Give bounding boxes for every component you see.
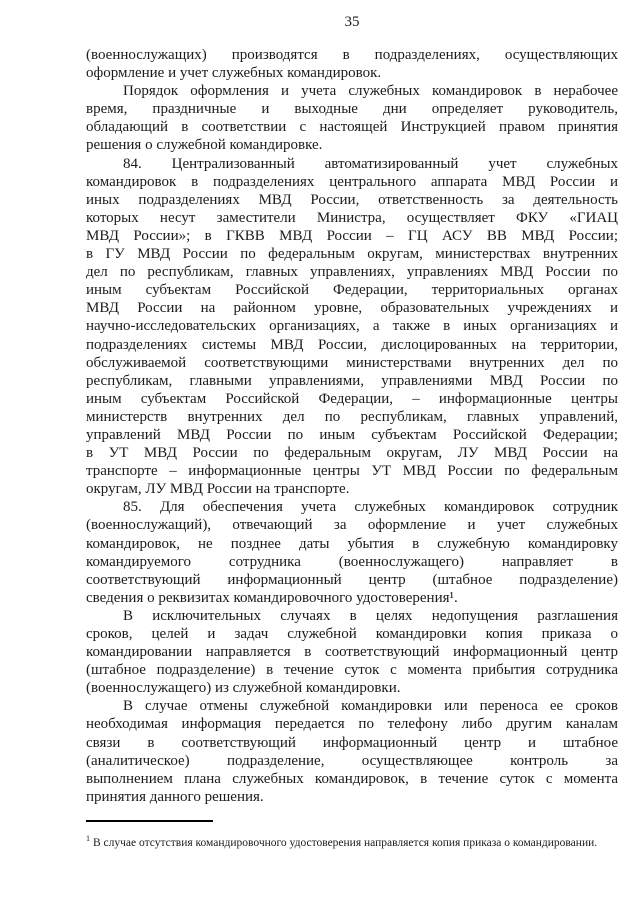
- text-line: командировании направляется в соответствующий информационный центр: [86, 644, 618, 661]
- text-line: 84. Централизованный автоматизированный учет служебных: [123, 155, 618, 172]
- text-line: республикам, главными управлениями, управлениями МВД России по: [86, 372, 618, 389]
- text-line: командировок в подразделениях центрального аппарата МВД России и: [86, 173, 618, 190]
- text-line: иным субъектам Российской Федерации, территориальных органах: [86, 282, 618, 299]
- text-line: (военнослужащих) производятся в подразделениях, осуществляющих: [86, 47, 618, 63]
- footnote-area: [86, 820, 618, 850]
- page-number: 35: [344, 14, 360, 30]
- text-line: в УТ МВД России по федеральным округам, ЛУ МВД России на: [86, 445, 618, 462]
- text-line: обслуживаемой соответствующими министерствами внутренних дел по: [86, 354, 618, 371]
- text-line: подразделениях системы МВД России, дислоцированных на территории,: [86, 336, 618, 353]
- text-line: сроков, целей и задач служебной командировки копия приказа о: [86, 626, 618, 642]
- text-line: (штабное подразделение) в течение суток с момента прибытия сотрудника: [86, 662, 618, 679]
- text-line: иных подразделениях МВД России, ответственность за деятельность: [86, 191, 618, 208]
- text-line: (военнослужащего) из служебной командировки.: [86, 680, 401, 697]
- text-line: 85. Для обеспечения учета служебных командировок сотрудник: [123, 499, 618, 516]
- text-line: время, праздничные и выходные дни определяет руководитель,: [86, 101, 618, 118]
- text-line: (военнослужащий), отвечающий за оформление и учет служебных: [86, 517, 618, 534]
- text-line: обладающий в соответствии с настоящей Инструкцией правом принятия: [86, 119, 618, 136]
- text-line: которых несут заместители Министра, осуществляет ФКУ «ГИАЦ: [86, 209, 618, 226]
- text-line: транспорте – информационные центры УТ МВД России по федеральным: [86, 463, 618, 480]
- text-line: командируемого сотрудника (военнослужащего) направляет в: [86, 553, 618, 570]
- text-line: дел по республикам, главных управлениях, управлениях МВД России по: [86, 264, 618, 281]
- text-line: принятия данного решения.: [86, 788, 264, 805]
- text-line: (аналитическое) подразделение, осуществляющее контроль за: [86, 752, 618, 769]
- text-line: МВД России на районном уровне, образовательных учреждениях и: [86, 300, 618, 317]
- text-line: округам, ЛУ МВД России на транспорте.: [86, 481, 350, 498]
- text-line: министерств внутренних дел по республикам, главных управлений,: [86, 408, 618, 425]
- text-line: научно-исследовательских организациях, а также в иных организациях и: [86, 318, 618, 335]
- text-line: сведения о реквизитах командировочного удостоверения¹.: [86, 589, 458, 606]
- text-line: Порядок оформления и учета служебных командировок в нерабочее: [123, 83, 618, 100]
- text-line: соответствующий информационный центр (штабное подразделение): [86, 571, 618, 588]
- text-line: связи в соответствующий информационный центр и штабное: [86, 734, 618, 751]
- text-line: в ГУ МВД России по федеральным округам, министерствах внутренних: [86, 246, 618, 263]
- text-line: иным субъектам Российской Федерации, – информационные центры: [86, 390, 618, 407]
- text-line: МВД России»; в ГКВВ МВД России – ГЦ АСУ ВВ МВД России;: [86, 227, 618, 244]
- footnote-text: В случае отсутствия командировочного удостоверения направляется копия приказа о командировании.: [93, 836, 598, 849]
- text-line: В исключительных случаях в целях недопущения разглашения: [123, 607, 618, 624]
- text-line: управлений МВД России по иным субъектам Российской Федерации;: [86, 426, 618, 443]
- footnote: [86, 832, 618, 850]
- text-line: решения о служебной командировке.: [86, 137, 323, 154]
- text-line: командировок, не позднее даты убытия в служебную командировку: [86, 535, 618, 552]
- text-line: оформление и учет служебных командировок.: [86, 65, 382, 82]
- footnote-separator: [86, 820, 213, 822]
- text-line: В случае отмены служебной командировки или переноса ее сроков: [123, 698, 618, 715]
- text-line: выполнением плана служебных командировок, в течение суток с момента: [86, 770, 618, 787]
- footnote-marker: 1: [86, 834, 90, 843]
- text-line: необходимая информация передается по телефону либо другим каналам: [86, 716, 618, 733]
- document-body: [86, 46, 618, 806]
